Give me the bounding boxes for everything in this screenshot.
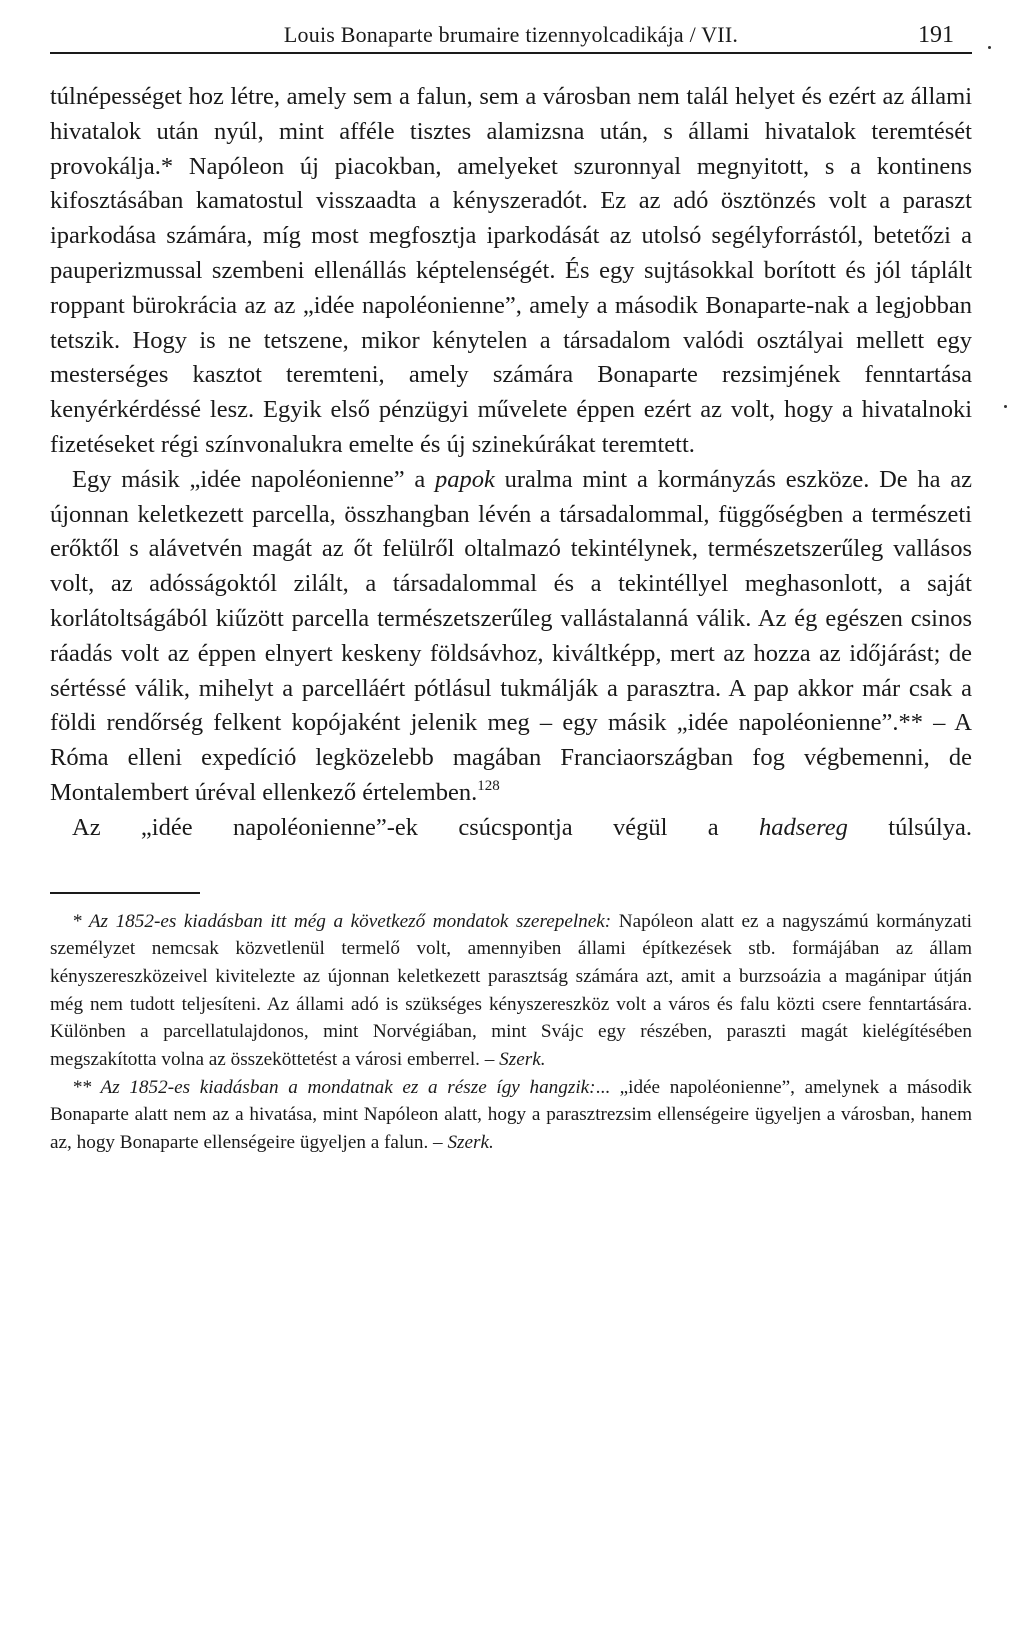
paragraph-1 — [50, 80, 972, 463]
footnote-1-signature: Szerk. — [499, 1049, 546, 1071]
main-text — [50, 80, 972, 846]
running-title: Louis Bonaparte brumaire tizennyolcadikája / VII. — [283, 22, 739, 47]
footnotes — [50, 908, 972, 1157]
footnote-1-label: * Az 1852-es kiadásban itt még a következő mondatok szerepelnek: — [72, 910, 612, 932]
footnote-2-text: ... „idée napoléonienne”, amelynek a második Bonaparte alatt nem az a hivatása, mint Napóleon alatt, hogy a parasztrezsim ellenségeire ügyeljen a városban, hanem az, hogy Bonaparte ellenségeire ügyeljen a falun. – — [50, 1076, 973, 1154]
emphasis-hadsereg: hadsereg — [759, 813, 848, 841]
paragraph-3 — [50, 811, 972, 846]
scan-dot-top-right — [988, 46, 991, 49]
footnote-2-signature: Szerk. — [447, 1132, 494, 1154]
endnote-reference-128: 128 — [477, 777, 500, 794]
paragraph-3-text-end: túlsúlya. — [847, 813, 972, 841]
paragraph-2-text-start: Egy másik „idée napoléonienne” a — [72, 465, 435, 493]
paragraph-2 — [50, 463, 972, 811]
footnote-1-text: Napóleon alatt ez a nagyszámú kormányzati személyzet nemcsak közvetlenül termelő volt, amennyiben állami építkezések stb. formájában az állam kényszereszközeivel kivitelezte az újonnan keletkezett parasztság számára azt, amit a burzsoázia a magánipar útján még nem tudott teljesíteni. Az állami adó is szükséges kényszereszköz volt a város és falu közti csere fenntartására. Különben a parcellatulajdonos, mint Norvégiában, mint Svájc egy részében, paraszti magát kielégítésében megszakította volna az összeköttetést a városi emberrel. – — [50, 910, 973, 1071]
footnote-1 — [50, 908, 972, 1074]
page-number: 191 — [918, 22, 954, 48]
paragraph-1-text: túlnépességet hoz létre, amely sem a falun, sem a városban nem talál helyet és ezért az állami hivatalok után nyúl, mint afféle tisztes alamizsna után, s állami hivatalok teremtését provokálja.* Napóleon új piacokban, amelyeket szuronnyal megnyitott, s a kontinens kifosztásában kamatostul visszaadta a kényszeradót. Ez az adó ösztönzés volt a paraszt iparkodása számára, míg most megfosztja iparkodását az utolsó segélyforrástól, betetőzi a pauperizmussal szembeni ellenállás képtelenségét. És egy sujtásokkal borított és jól táplált roppant bürokrácia az az „idée napoléonienne”, amely a második Bonaparte-nak a legjobban tetszik. Hogy is ne tetszene, mikor kénytelen a társadalom valódi osztályai mellett egy mesterséges kasztot teremteni, amely számára Bonaparte rezsimjének fenntartása kenyérkérdéssé lesz. Egyik első pénzügyi művelete éppen ezért az volt, hogy a hivatalnoki fizetéseket régi színvonalukra emelte és új szinekúrákat teremtett. — [50, 83, 972, 458]
scan-dot-right — [1004, 405, 1007, 408]
footnote-2 — [50, 1074, 972, 1157]
running-head — [50, 18, 972, 54]
footnote-2-label: ** Az 1852-es kiadásban a mondatnak ez a része így hangzik: — [72, 1076, 596, 1098]
paragraph-3-text-start: Az „idée napoléonienne”-ek csúcspontja végül a — [72, 813, 759, 841]
emphasis-papok: papok — [434, 465, 495, 493]
paragraph-2-text-rest: uralma mint a kormányzás eszköze. De ha az újonnan keletkezett parcella, összhangban lévén a társadalommal, függőségben a természeti erőktől s alávetvén magát az őt felülről oltalmazó tekintélynek, természetszerűleg vallásos volt, az adósságoktól zilált, a társadalommal és a tekintéllyel meghasonlott, a saját korlátoltságából kiűzött parcella természetszerűleg vallástalanná válik. Az ég egészen csinos ráadás volt az éppen elnyert keskeny földsávhoz, kiváltképp, mert az hozza az időjárást; de sértéssé válik, mihelyt a parcelláért pótlásul tukmálják a parasztra. A pap akkor már csak a földi rendőrség felkent kopójaként jelenik meg – egy másik „idée napoléonienne”.** – A Róma elleni expedíció legközelebb magában Franciaországban fog végbemenni, de Montalembert úréval ellenkező értelemben. — [50, 465, 972, 806]
footnote-divider — [50, 892, 200, 894]
book-page — [50, 18, 972, 1157]
